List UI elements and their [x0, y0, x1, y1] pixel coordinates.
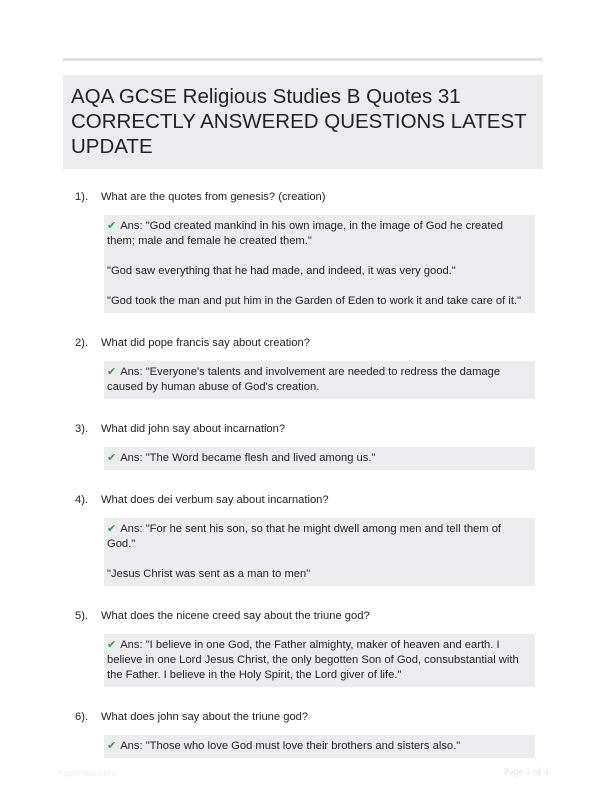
answer-box: [104, 215, 535, 313]
check-icon: ✔: [107, 639, 117, 651]
question-item: [63, 335, 543, 399]
question-number: 5).: [75, 610, 89, 622]
question-item: [63, 421, 543, 470]
check-icon: ✔: [107, 523, 117, 535]
check-icon: ✔: [107, 740, 117, 752]
check-icon: ✔: [107, 220, 117, 232]
answer-text: Ans: "I believe in one God, the Father almighty, maker of heaven and earth. I believe in one Lord Jesus Christ, the only begotten Son of God, consubstantial with the Father. I believe in the Holy Spirit, the Lord giver of life.": [107, 639, 519, 681]
answer-box: [104, 634, 535, 687]
question-number: 2).: [75, 337, 89, 349]
check-icon: ✔: [107, 366, 117, 378]
answer-box: [104, 447, 535, 470]
question-text: What does dei verbum say about incarnation?: [101, 494, 329, 506]
question-item: [63, 492, 543, 586]
answer-box: [104, 735, 535, 758]
question-text: What did john say about incarnation?: [101, 423, 286, 435]
question-list: [63, 189, 543, 780]
question-number: 6).: [75, 711, 89, 723]
answer-text: "Jesus Christ was sent as a man to men": [107, 568, 311, 580]
question-text: What are the quotes from genesis? (creation): [101, 191, 326, 203]
answer-text: Ans: "Those who love God must love their brothers and sisters also.": [120, 740, 461, 752]
page-title: AQA GCSE Religious Studies B Quotes 31 CORRECTLY ANSWERED QUESTIONS LATEST UPDATE: [71, 85, 527, 158]
answer-text: Ans: "Everyone's talents and involvement are needed to redress the damage caused by human abuse of God's creation.: [107, 366, 501, 393]
page-number: Page 1 of 4: [503, 767, 549, 778]
footer-watermark: Paperbliic.com: [57, 768, 117, 778]
answer-box: [104, 361, 535, 399]
question-number: 3).: [75, 423, 89, 435]
question-text: What does the nicene creed say about the triune god?: [101, 610, 370, 622]
title-banner: [63, 75, 543, 169]
check-icon: ✔: [107, 452, 117, 464]
question-item: [63, 189, 543, 313]
top-divider: [63, 58, 543, 61]
answer-text: Ans: "For he sent his son, so that he might dwell among men and tell them of God.": [107, 523, 502, 550]
answer-text: "God saw everything that he had made, and indeed, it was very good.": [107, 265, 456, 277]
question-number: 1).: [75, 191, 89, 203]
question-number: 4).: [75, 494, 89, 506]
question-item: [63, 608, 543, 687]
answer-text: Ans: "God created mankind in his own image, in the image of God he created them; male and female he created them.": [107, 220, 503, 247]
question-text: What did pope francis say about creation?: [101, 337, 310, 349]
answer-text: Ans: "The Word became flesh and lived among us.": [120, 452, 376, 464]
answer-text: "God took the man and put him in the Garden of Eden to work it and take care of it.": [107, 295, 522, 307]
question-text: What does john say about the triune god?: [101, 711, 309, 723]
question-item: [63, 709, 543, 758]
answer-box: [104, 518, 535, 586]
